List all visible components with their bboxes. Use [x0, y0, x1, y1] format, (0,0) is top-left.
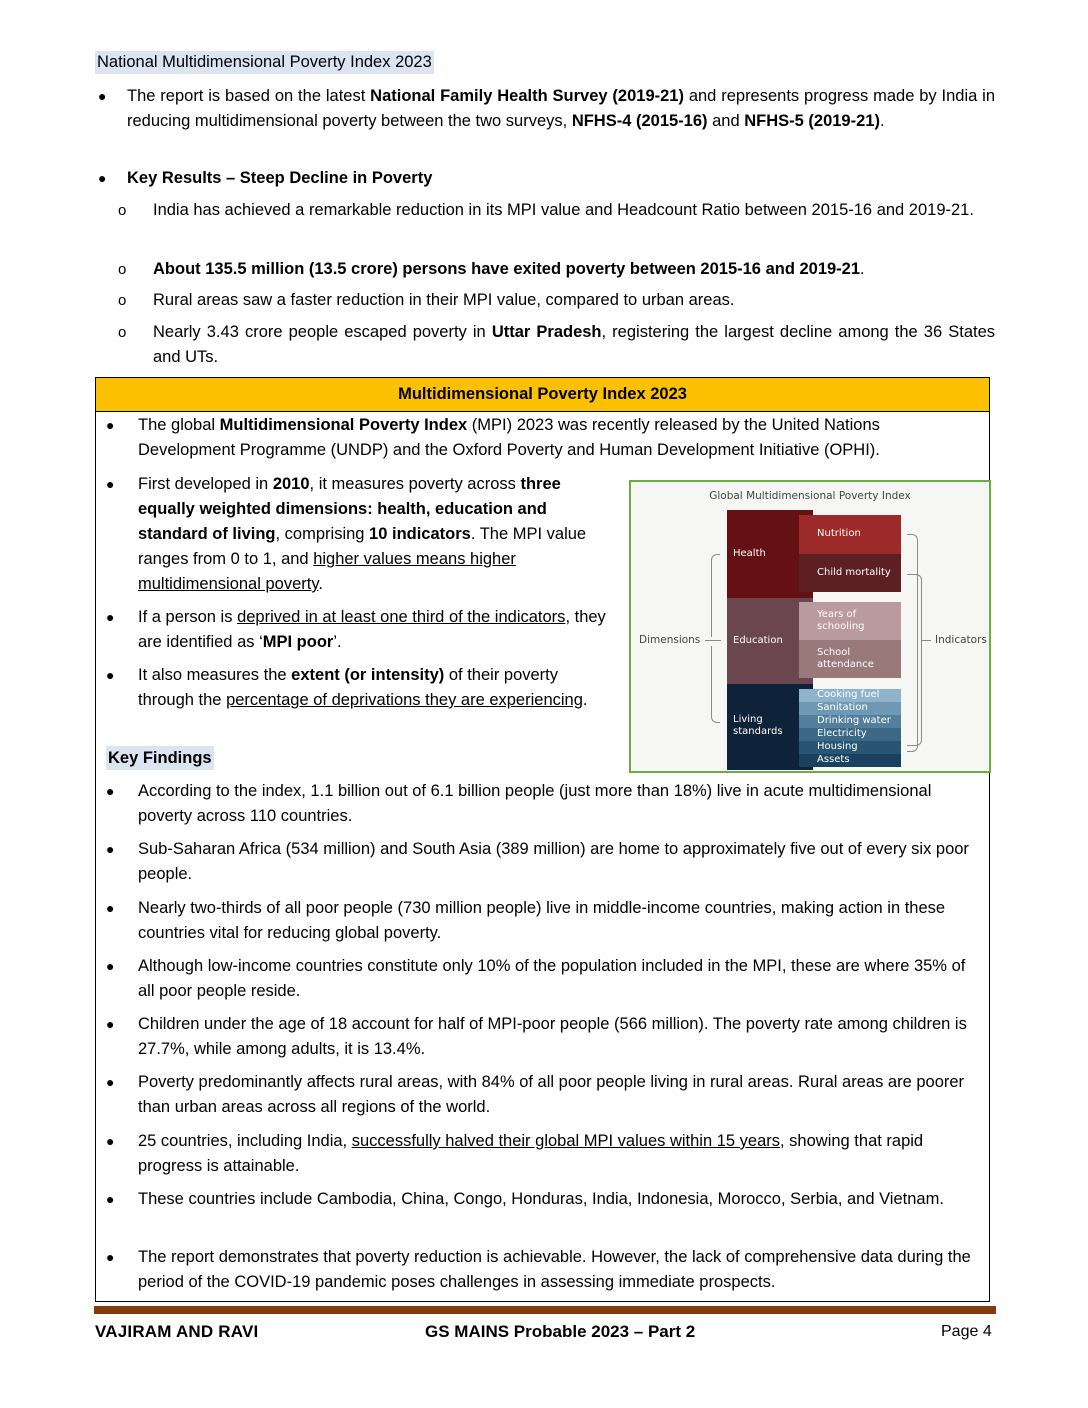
mpi-box	[95, 377, 990, 1302]
sub-item-exited-poverty: o About 135.5 million (13.5 crore) persons have exited poverty between 2015-16 and 2019-21.	[118, 257, 995, 282]
indicator-drinking-water: Drinking water	[799, 715, 901, 728]
bullet-intensity: ● It also measures the extent (or intensity) of their poverty through the percentage of deprivations they are experiencing.	[106, 663, 611, 713]
key-findings-heading: Key Findings	[106, 746, 214, 770]
sub-item-mpi-reduction: o India has achieved a remarkable reduction in its MPI value and Headcount Ratio between 2015-16 and 2019-21.	[118, 198, 995, 223]
finding-item: ● Children under the age of 18 account for half of MPI-poor people (566 million). The poverty rate among children is 27.7%, while among adults, it is 13.4%.	[106, 1012, 976, 1062]
bullet-nfhs: ● The report is based on the latest National Family Health Survey (2019-21) and represents progress made by India in reducing multidimensional poverty between the two surveys, NFHS-4 (2015-16) and NFHS-5 (2019-21).	[95, 84, 995, 134]
dimension-living-standards: Living standards	[727, 684, 813, 770]
circle-bullet-icon: o	[118, 324, 127, 341]
dimensions-label: Dimensions	[639, 634, 701, 646]
bullet-icon: ●	[106, 609, 115, 625]
bullet-icon: ●	[106, 958, 115, 974]
indicators-connector	[921, 640, 931, 641]
bullet-global-mpi: ● The global Multidimensional Poverty Index (MPI) 2023 was recently released by the United Nations Development Programme (UNDP) and the Oxford Poverty and Human Development Initiative (OPHI).	[106, 413, 976, 463]
dimensions-bracket-icon	[711, 646, 720, 723]
dimension-health: Health	[727, 510, 813, 598]
finding-item-halved: ● 25 countries, including India, successfully halved their global MPI values within 15 years, showing that rapid progress is attainable.	[106, 1129, 976, 1179]
mpi-figure	[629, 480, 991, 773]
indicator-nutrition: Nutrition	[799, 515, 901, 554]
dimensions-connector	[705, 640, 721, 641]
footer-publisher: VAJIRAM AND RAVI	[95, 1322, 259, 1341]
dimensions-bracket-icon	[711, 554, 720, 637]
finding-item-report: ● The report demonstrates that poverty reduction is achievable. However, the lack of comprehensive data during the period of the COVID-19 pandemic poses challenges in assessing immediate prospects.	[106, 1245, 976, 1295]
sub-item-uttar-pradesh: o Nearly 3.43 crore people escaped poverty in Uttar Pradesh, registering the largest decline among the 36 States and UTs.	[118, 320, 995, 370]
finding-item: ● According to the index, 1.1 billion out of 6.1 billion people (just more than 18%) live in acute multidimensional poverty across 110 countries.	[106, 779, 976, 829]
finding-item: ● Although low-income countries constitute only 10% of the population included in the MPI, these are where 35% of all poor people reside.	[106, 954, 976, 1004]
indicators-label: Indicators	[935, 634, 987, 646]
bullet-first-developed: ● First developed in 2010, it measures poverty across three equally weighted dimensions: health, education and standard of living, comprising 10 indicators. The MPI value ranges from 0 to 1, and higher values means higher multidimensional poverty.	[106, 472, 611, 597]
footer-divider	[94, 1306, 996, 1314]
indicator-cooking-fuel: Cooking fuel	[799, 689, 901, 702]
indicator-housing: Housing	[799, 741, 901, 754]
indicator-school-attendance: School attendance	[799, 640, 901, 678]
section-heading: National Multidimensional Poverty Index 2023	[95, 51, 434, 74]
indicators-bracket-icon	[907, 574, 922, 746]
circle-bullet-icon: o	[118, 261, 127, 278]
finding-item: ● Sub-Saharan Africa (534 million) and South Asia (389 million) are home to approximately five out of every six poor people.	[106, 837, 976, 887]
bullet-icon: ●	[106, 1249, 115, 1265]
circle-bullet-icon: o	[118, 202, 127, 219]
bullet-mpi-poor: ● If a person is deprived in at least one third of the indicators, they are identified as ‘MPI poor’.	[106, 605, 611, 655]
indicator-child-mortality: Child mortality	[799, 554, 901, 592]
indicator-assets: Assets	[799, 754, 901, 767]
bullet-icon: ●	[98, 170, 107, 186]
page-number: Page 4	[941, 1323, 992, 1340]
bullet-icon: ●	[106, 1191, 115, 1207]
finding-item-countries: ● These countries include Cambodia, China, Congo, Honduras, India, Indonesia, Morocco, Serbia, and Vietnam.	[106, 1187, 976, 1212]
indicator-electricity: Electricity	[799, 728, 901, 741]
indicator-years-of-schooling: Years of schooling	[799, 602, 901, 640]
box-header: Multidimensional Poverty Index 2023	[96, 378, 989, 412]
bullet-icon: ●	[106, 1133, 115, 1149]
bullet-icon: ●	[106, 1016, 115, 1032]
bullet-icon: ●	[106, 1074, 115, 1090]
finding-item: ● Nearly two-thirds of all poor people (730 million people) live in middle-income countries, making action in these countries vital for reducing global poverty.	[106, 896, 976, 946]
finding-item: ● Poverty predominantly affects rural areas, with 84% of all poor people living in rural areas. Rural areas are poorer than urban areas across all regions of the world.	[106, 1070, 976, 1120]
bullet-icon: ●	[106, 667, 115, 683]
sub-item-rural: o Rural areas saw a faster reduction in their MPI value, compared to urban areas.	[118, 288, 995, 313]
footer-title: GS MAINS Probable 2023 – Part 2	[425, 1322, 696, 1341]
bullet-icon: ●	[106, 476, 115, 492]
bullet-key-results: ● Key Results – Steep Decline in Poverty	[95, 166, 995, 191]
bullet-icon: ●	[106, 841, 115, 857]
indicator-sanitation: Sanitation	[799, 702, 901, 715]
bullet-icon: ●	[106, 417, 115, 433]
bullet-icon: ●	[98, 88, 107, 104]
figure-title: Global Multidimensional Poverty Index	[709, 490, 911, 502]
circle-bullet-icon: o	[118, 292, 127, 309]
bullet-icon: ●	[106, 900, 115, 916]
dimension-education: Education	[727, 598, 813, 684]
bullet-icon: ●	[106, 783, 115, 799]
